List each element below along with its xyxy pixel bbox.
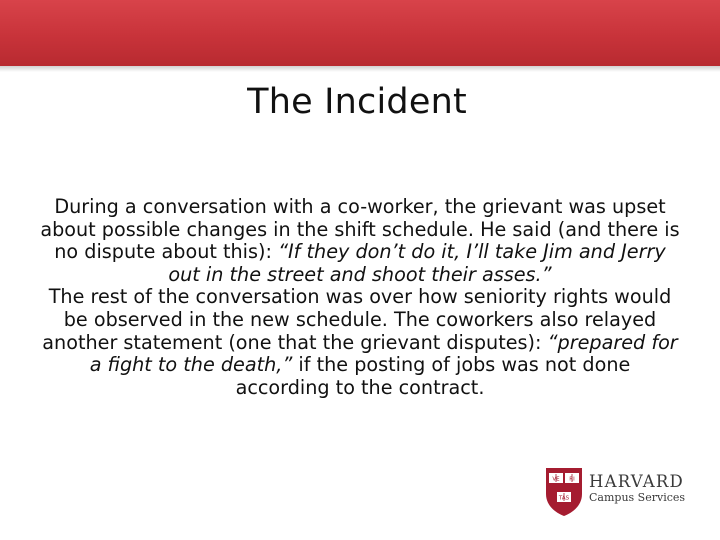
- paragraph-text: During a conversation with a co-worker, the grievant was upset about possible changes in the shift schedule. He said (and there is no dispute about this):: [40, 195, 680, 264]
- harvard-logo: [544, 466, 694, 524]
- logo-name: HARVARD: [589, 472, 684, 491]
- shield-text-1: VE: [552, 476, 560, 483]
- paragraph-2: [40, 286, 680, 399]
- paragraph-text: The rest of the conversation was over how seniority rights would be observed in the new schedule. The coworkers also relayed another statement (one that the grievant disputes):: [42, 285, 672, 354]
- header-bar: [0, 0, 720, 66]
- quote-text: “prepared for a fight to the death,”: [89, 330, 678, 377]
- paragraph-text: if the posting of jobs was not done according to the contract.: [235, 353, 631, 399]
- shield-text-3: TAS: [558, 495, 570, 502]
- paragraph-1: [40, 196, 680, 286]
- logo-subtitle: Campus Services: [589, 491, 686, 504]
- shield-icon: [544, 466, 584, 518]
- quote-text: “If they don’t do it, I’ll take Jim and Jerry out in the street and shoot their asses.”: [168, 240, 666, 286]
- slide-body: [40, 196, 680, 399]
- slide-title: The Incident: [247, 82, 467, 122]
- shield-text-2: RI: [569, 476, 575, 483]
- header-bar-shadow: [0, 66, 720, 72]
